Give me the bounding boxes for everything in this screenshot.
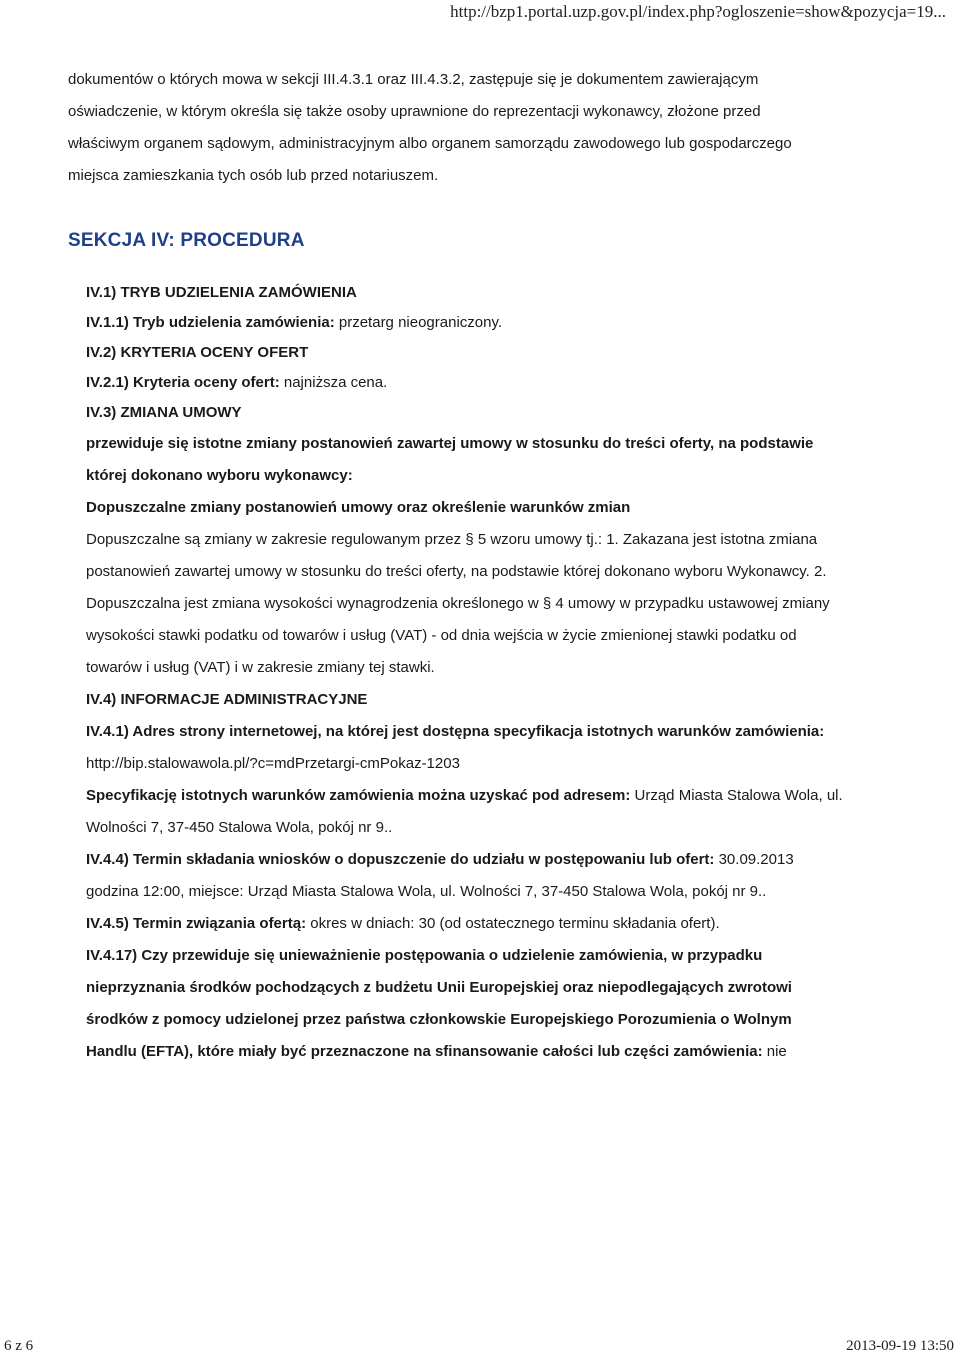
iv3-text-line: wysokości stawki podatku od towarów i usług (VAT) - od dnia wejścia w życie zmienionej stawki podatku od (86, 627, 797, 644)
iv3-text-line: Dopuszczalne są zmiany w zakresie regulowanym przez § 5 wzoru umowy tj.: 1. Zakazana jest istotna zmiana (86, 531, 818, 548)
iv4-17-line: IV.4.17) Czy przewiduje się unieważnienie postępowania o udzielenie zamówienia, w przypadku (86, 947, 763, 964)
iv4-1-url-link[interactable]: http://bip.stalowawola.pl/?c=mdPrzetargi-cmPokaz-1203 (86, 755, 460, 772)
intro-line: miejsca zamieszkania tych osób lub przed notariuszem. (68, 167, 439, 184)
section-body (86, 278, 888, 1068)
iv4-4-line-2: godzina 12:00, miejsce: Urząd Miasta Stalowa Wola, ul. Wolności 7, 37-450 Stalowa Wola, pokój nr 9.. (86, 883, 767, 900)
page-url: http://bzp1.portal.uzp.gov.pl/index.php?ogloszenie=show&pozycja=19... (450, 2, 946, 21)
iv3-text-line: towarów i usług (VAT) i w zakresie zmiany tej stawki. (86, 659, 435, 676)
iv4-17-line: środków z pomocy udzielonej przez państwa członkowskie Europejskiego Porozumienia o Wolnym (86, 1011, 792, 1028)
iv2-item-value: najniższa cena. (283, 374, 388, 391)
iv3-question-line: przewiduje się istotne zmiany postanowień zawartej umowy w stosunku do treści oferty, na podstawie (86, 435, 814, 452)
iv1-item-value: przetarg nieograniczony. (338, 314, 503, 331)
iv4-17-value: nie (766, 1043, 787, 1060)
iv3-heading: IV.3) ZMIANA UMOWY (86, 404, 242, 421)
iv2-heading: IV.2) KRYTERIA OCENY OFERT (86, 344, 309, 361)
iv3-text-line: Dopuszczalna jest zmiana wysokości wynagrodzenia określonego w § 4 umowy w przypadku ustawowej zmiany (86, 595, 830, 612)
page-number: 6 z 6 (4, 1338, 34, 1354)
section-title: SEKCJA IV: PROCEDURA (68, 230, 305, 251)
iv4-5-label: IV.4.5) Termin związania ofertą: (86, 915, 307, 932)
intro-line: dokumentów o których mowa w sekcji III.4.3.1 oraz III.4.3.2, zastępuje się je dokumentem zawierającym (68, 71, 759, 88)
iv2-item (86, 368, 888, 398)
iv3-sub-heading: Dopuszczalne zmiany postanowień umowy oraz określenie warunków zmian (86, 499, 631, 516)
intro-line: oświadczenie, w którym określa się także osoby uprawnione do reprezentacji wykonawcy, złożone przed (68, 103, 761, 120)
spec-address-line-2: Wolności 7, 37-450 Stalowa Wola, pokój nr 9.. (86, 819, 393, 836)
iv4-17-last-label: Handlu (EFTA), które miały być przeznaczone na sfinansowanie całości lub części zamówienia: (86, 1043, 763, 1060)
spec-label: Specyfikację istotnych warunków zamówienia można uzyskać pod adresem: (86, 787, 631, 804)
print-datetime: 2013-09-19 13:50 (846, 1338, 954, 1354)
iv4-5-value: okres w dniach: 30 (od ostatecznego terminu składania ofert). (310, 915, 720, 932)
intro-paragraph (68, 64, 888, 192)
iv4-1-label: IV.4.1) Adres strony internetowej, na której jest dostępna specyfikacja istotnych warunków zamówienia: (86, 723, 825, 740)
iv4-4-line (86, 844, 888, 876)
iv1-heading: IV.1) TRYB UDZIELENIA ZAMÓWIENIA (86, 284, 357, 301)
iv4-5-line (86, 908, 888, 940)
iv4-heading: IV.4) INFORMACJE ADMINISTRACYJNE (86, 691, 368, 708)
iv3-question-line: której dokonano wyboru wykonawcy: (86, 467, 353, 484)
iv4-17-last-line (86, 1036, 888, 1068)
iv1-item (86, 308, 888, 338)
document-content (68, 64, 888, 1068)
intro-line: właściwym organem sądowym, administracyjnym albo organem samorządu zawodowego lub gospodarczego (68, 135, 792, 152)
iv1-item-label: IV.1.1) Tryb udzielenia zamówienia: (86, 314, 335, 331)
iv4-4-label: IV.4.4) Termin składania wniosków o dopuszczenie do udziału w postępowaniu lub ofert: (86, 851, 715, 868)
iv2-item-label: IV.2.1) Kryteria oceny ofert: (86, 374, 280, 391)
spec-value: Urząd Miasta Stalowa Wola, ul. (634, 787, 843, 804)
iv3-text-line: postanowień zawartej umowy w stosunku do treści oferty, na podstawie której dokonano wyboru Wykonawcy. 2. (86, 563, 827, 580)
iv4-4-date: 30.09.2013 (718, 851, 794, 868)
spec-address-line (86, 780, 888, 812)
iv4-17-line: nieprzyznania środków pochodzących z budżetu Unii Europejskiej oraz niepodlegających zwrotowi (86, 979, 792, 996)
